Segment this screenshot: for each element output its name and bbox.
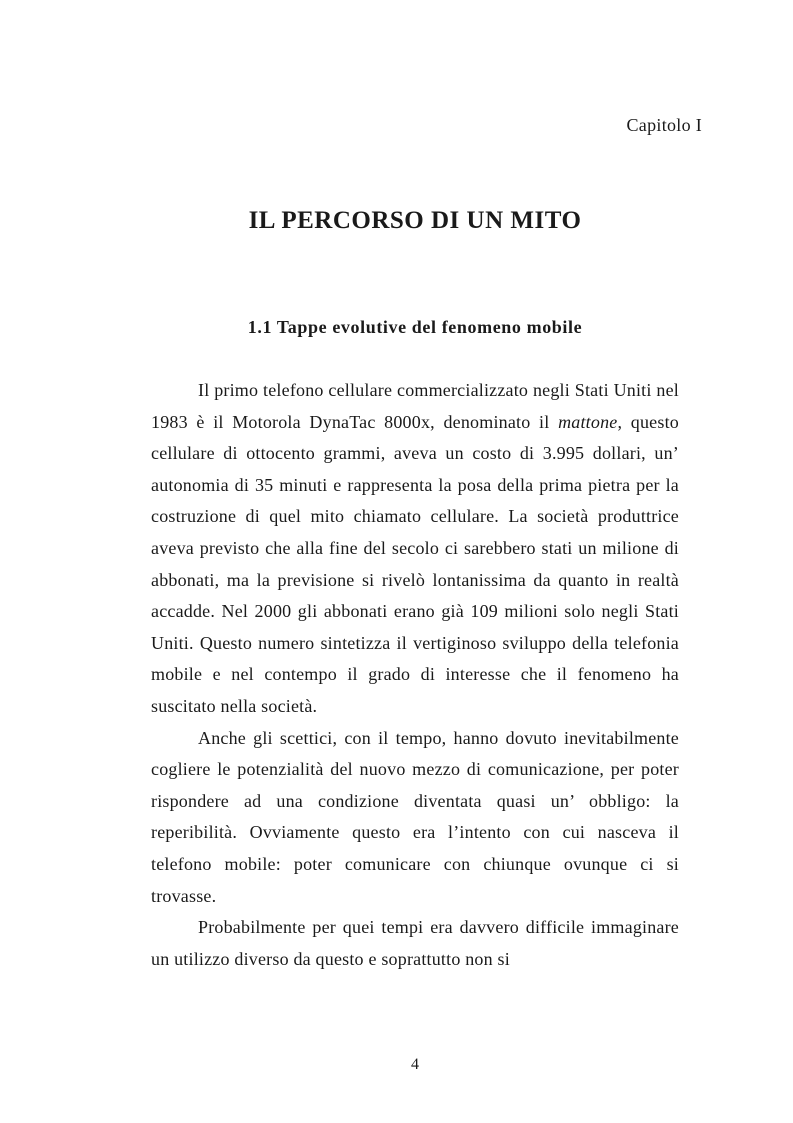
paragraph-3: Probabilmente per quei tempi era davvero difficile immaginare un utilizzo diverso da questo e soprattutto non si bbox=[151, 917, 679, 969]
paragraph-1-text-b: , questo cellulare di ottocento grammi, aveva un costo di 3.995 dollari, un’ autonomia di 35 minuti e rappresenta la posa della prima pietra per la costruzione di quel mito chiamato cellulare. La società produttrice aveva previsto che alla fine del secolo ci sarebbero stati un milione di abbonati, ma la previsione si rivelò lontanissima da quanto in realtà accadde. Nel 2000 gli abbonati erano già 109 milioni solo negli Stati Uniti. Questo numero sintetizza il vertiginoso sviluppo della telefonia mobile e nel contempo il grado di interesse che il fenomeno ha suscitato nella società. bbox=[151, 411, 679, 716]
paragraph-1-text-a: Il primo telefono cellulare commercializzato negli Stati Uniti nel 1983 è il Motorola DynaTac 8000x, denominato il bbox=[151, 380, 679, 432]
paragraph-1 bbox=[151, 375, 679, 723]
section-title: 1.1 Tappe evolutive del fenomeno mobile bbox=[247, 317, 583, 337]
body-text bbox=[151, 375, 679, 975]
chapter-title: IL PERCORSO DI UN MITO bbox=[248, 207, 582, 234]
page-number: 4 bbox=[411, 1056, 419, 1073]
paragraph-2: Anche gli scettici, con il tempo, hanno dovuto inevitabilmente cogliere le potenzialità del nuovo mezzo di comunicazione, per poter rispondere ad una condizione diventata quasi un’ obbligo: la reperibilità. Ovviamente questo era l’intento con cui nasceva il telefono mobile: poter comunicare con chiunque ovunque ci si trovasse. bbox=[151, 727, 679, 906]
chapter-label: Capitolo I bbox=[626, 115, 702, 135]
italic-term: mattone bbox=[558, 411, 618, 432]
